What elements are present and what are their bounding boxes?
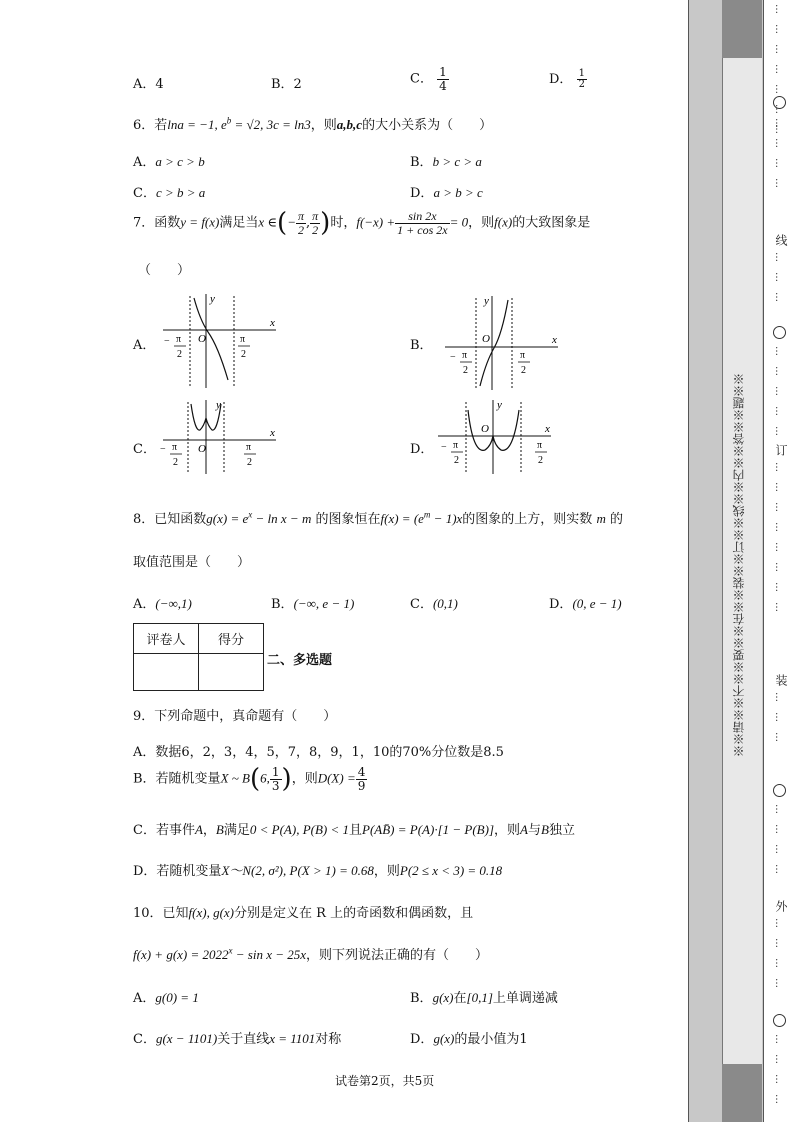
fraction: $\frac{4}{9}$ — [357, 764, 366, 793]
dotted-line: … … … … … … … … — [773, 462, 784, 612]
dotted-line: … … … — [773, 692, 784, 742]
q7-stem: 7．函数y = f(x)满足当x ∈(− $\frac{\pi}{2}$ , $\frac{\pi}{2}$ )时，f(−x) + $\frac{\sin 2x}{1 + \cos 2x}$ = 0，则f(x)的大致图象是 — [133, 208, 591, 238]
binding-strip-bottom-block — [722, 1064, 762, 1122]
q9-option-c: C．若事件A，B满足0 < P(A), P(B) < 1且P(AB̄) = P(A)·[1 − P(B)]，则A与B独立 — [133, 822, 575, 838]
tick-two: 2 — [454, 455, 459, 466]
q6-stem: 6．若lna = −1, $e^b = √2$, 3c = ln3，则a,b,c的大小关系为（ ） — [133, 115, 493, 133]
binding-hole — [773, 1014, 786, 1027]
tick-pi: π — [246, 442, 252, 453]
dotted-line: … … … … … … … — [773, 4, 784, 134]
y-axis-label: y — [216, 399, 221, 411]
tick-pi: π — [537, 440, 543, 451]
tick-two: 2 — [521, 365, 526, 376]
tick-minus: − — [160, 444, 166, 455]
tick-minus: − — [450, 352, 456, 363]
tick-two: 2 — [173, 457, 178, 468]
fraction: $\frac{\pi}{2}$ — [312, 208, 319, 237]
tick-pi: π — [176, 334, 182, 345]
binding-hole — [773, 784, 786, 797]
score-table-header-grader: 评卷人 — [134, 624, 199, 654]
tick-two: 2 — [463, 365, 468, 376]
fraction: $\frac{1}{3}$ — [271, 764, 280, 793]
section-title: 二、多选题 — [267, 653, 333, 668]
score-table-cell-score[interactable] — [199, 654, 264, 691]
q10-option-b: B．g(x)在[0,1]上单调递减 — [410, 990, 558, 1006]
binding-label-wai: 外 — [774, 900, 788, 912]
x-axis-label: x — [270, 317, 275, 329]
q7-graph-d — [433, 396, 563, 476]
q8-stem: 8．已知函数$g(x) = e^x - \ln x - m$ 的图象恒在$f(x) = (e^m - 1)x$的图象的上方，则实数 m 的 — [133, 509, 623, 527]
dotted-line: … … … … — [773, 1034, 784, 1104]
q9-option-a: A．数据6，2，3，4，5，7，8，9，1，10的70%分位数是8.5 — [133, 745, 504, 760]
dotted-line: … … … … — [773, 804, 784, 874]
q7-paren: （ ） — [138, 263, 191, 278]
tick-two: 2 — [247, 457, 252, 468]
tick-minus: − — [441, 442, 447, 453]
y-axis-label: y — [484, 295, 489, 307]
binding-hole — [773, 96, 786, 109]
x-axis-label: x — [545, 423, 550, 435]
tick-pi: π — [520, 350, 526, 361]
dotted-line: … … … … — [773, 918, 784, 988]
q9-option-d: D．若随机变量X～N(2, σ²), P(X > 1) = 0.68，则P(2 ≤ x < 3) = 0.18 — [133, 863, 503, 879]
x-axis-label: x — [552, 334, 557, 346]
q10-option-d: D．g(x)的最小值为1 — [410, 1031, 528, 1047]
q8-stem-line2: 取值范围是（ ） — [133, 555, 251, 570]
origin-label: O — [198, 333, 206, 345]
binding-line — [770, 0, 790, 1122]
tick-pi: π — [453, 440, 459, 451]
q7-option-b-label: B． — [410, 338, 433, 353]
dotted-line: … … … … … — [773, 346, 784, 436]
binding-label-xian: 线 — [774, 234, 788, 246]
page-footer: 试卷第2页，共5页 — [335, 1074, 435, 1088]
binding-label-ding: 订 — [774, 444, 788, 456]
q8-option-d: D．(0, e − 1) — [549, 596, 622, 612]
q7-option-d-label: D． — [410, 442, 434, 457]
q8-option-b: B．(−∞, e − 1) — [271, 596, 355, 612]
q9-option-b: B．若随机变量X ~ B(6, $\frac{1}{3}$ )，则D(X) = $\frac{4}{9}$ — [133, 764, 366, 794]
tick-pi: π — [172, 442, 178, 453]
fraction: $\frac{1}{2}$ — [578, 67, 585, 90]
origin-label: O — [198, 443, 206, 455]
origin-label: O — [481, 423, 489, 435]
q5-option-d: D． $\frac{1}{2}$ — [549, 67, 585, 90]
q7-graph-b — [440, 292, 570, 392]
tick-pi: π — [240, 334, 246, 345]
q10-option-c: C．g(x − 1101)关于直线x = 1101对称 — [133, 1031, 342, 1047]
tick-two: 2 — [177, 349, 182, 360]
fraction: $\frac{1}{4}$ — [439, 65, 447, 93]
q6-option-b: B．b > c > a — [410, 154, 482, 170]
tick-two: 2 — [538, 455, 543, 466]
tick-pi: π — [462, 350, 468, 361]
score-table-cell-grader[interactable] — [134, 654, 199, 691]
y-axis-label: y — [210, 293, 215, 305]
q10-equation: $f(x) + g(x) = 2022^x - \sin x - 25x$，则下列说法正确的有（ ） — [133, 945, 489, 963]
q6-option-a: A．a > c > b — [133, 154, 205, 170]
q8-option-a: A．(−∞,1) — [133, 596, 192, 612]
q10-option-a: A．g(0) = 1 — [133, 990, 199, 1006]
fraction: $\frac{\pi}{2}$ — [297, 208, 304, 237]
q7-graph-c — [158, 396, 288, 476]
q7-option-a-label: A． — [133, 338, 156, 353]
q8-option-c: C．(0,1) — [410, 596, 458, 612]
q7-option-c-label: C． — [133, 442, 156, 457]
y-axis-label: y — [497, 399, 502, 411]
q5-option-c: C． $\frac{1}{4}$ — [410, 65, 447, 93]
x-axis-label: x — [270, 427, 275, 439]
tick-minus: − — [164, 336, 170, 347]
q5-option-b: B．2 — [271, 77, 302, 92]
binding-warning-text: ※※请※※不※※要※※在※※装※※订※※线※※内※※答※※题※※ — [732, 373, 746, 757]
q10-stem: 10．已知f(x), g(x)分别是定义在 R 上的奇函数和偶函数，且 — [133, 905, 474, 921]
q6-option-d: D．a > b > c — [410, 185, 483, 201]
binding-hole — [773, 326, 786, 339]
fraction: $\frac{\sin 2x}{1 + \cos 2x}$ — [397, 208, 448, 237]
dotted-line: … … … — [773, 252, 784, 302]
binding-label-zhuang: 装 — [774, 674, 788, 686]
q5-option-a: A．4 — [133, 77, 164, 92]
tick-two: 2 — [241, 349, 246, 360]
score-table — [133, 623, 264, 691]
binding-strip-top-block — [722, 0, 762, 58]
q7-graph-a — [158, 290, 288, 390]
origin-label: O — [482, 333, 490, 345]
q9-stem: 9．下列命题中，真命题有（ ） — [133, 709, 337, 724]
q6-option-c: C．c > b > a — [133, 185, 206, 201]
dotted-line: … … … … — [773, 118, 784, 188]
score-table-header-score: 得分 — [199, 624, 264, 654]
